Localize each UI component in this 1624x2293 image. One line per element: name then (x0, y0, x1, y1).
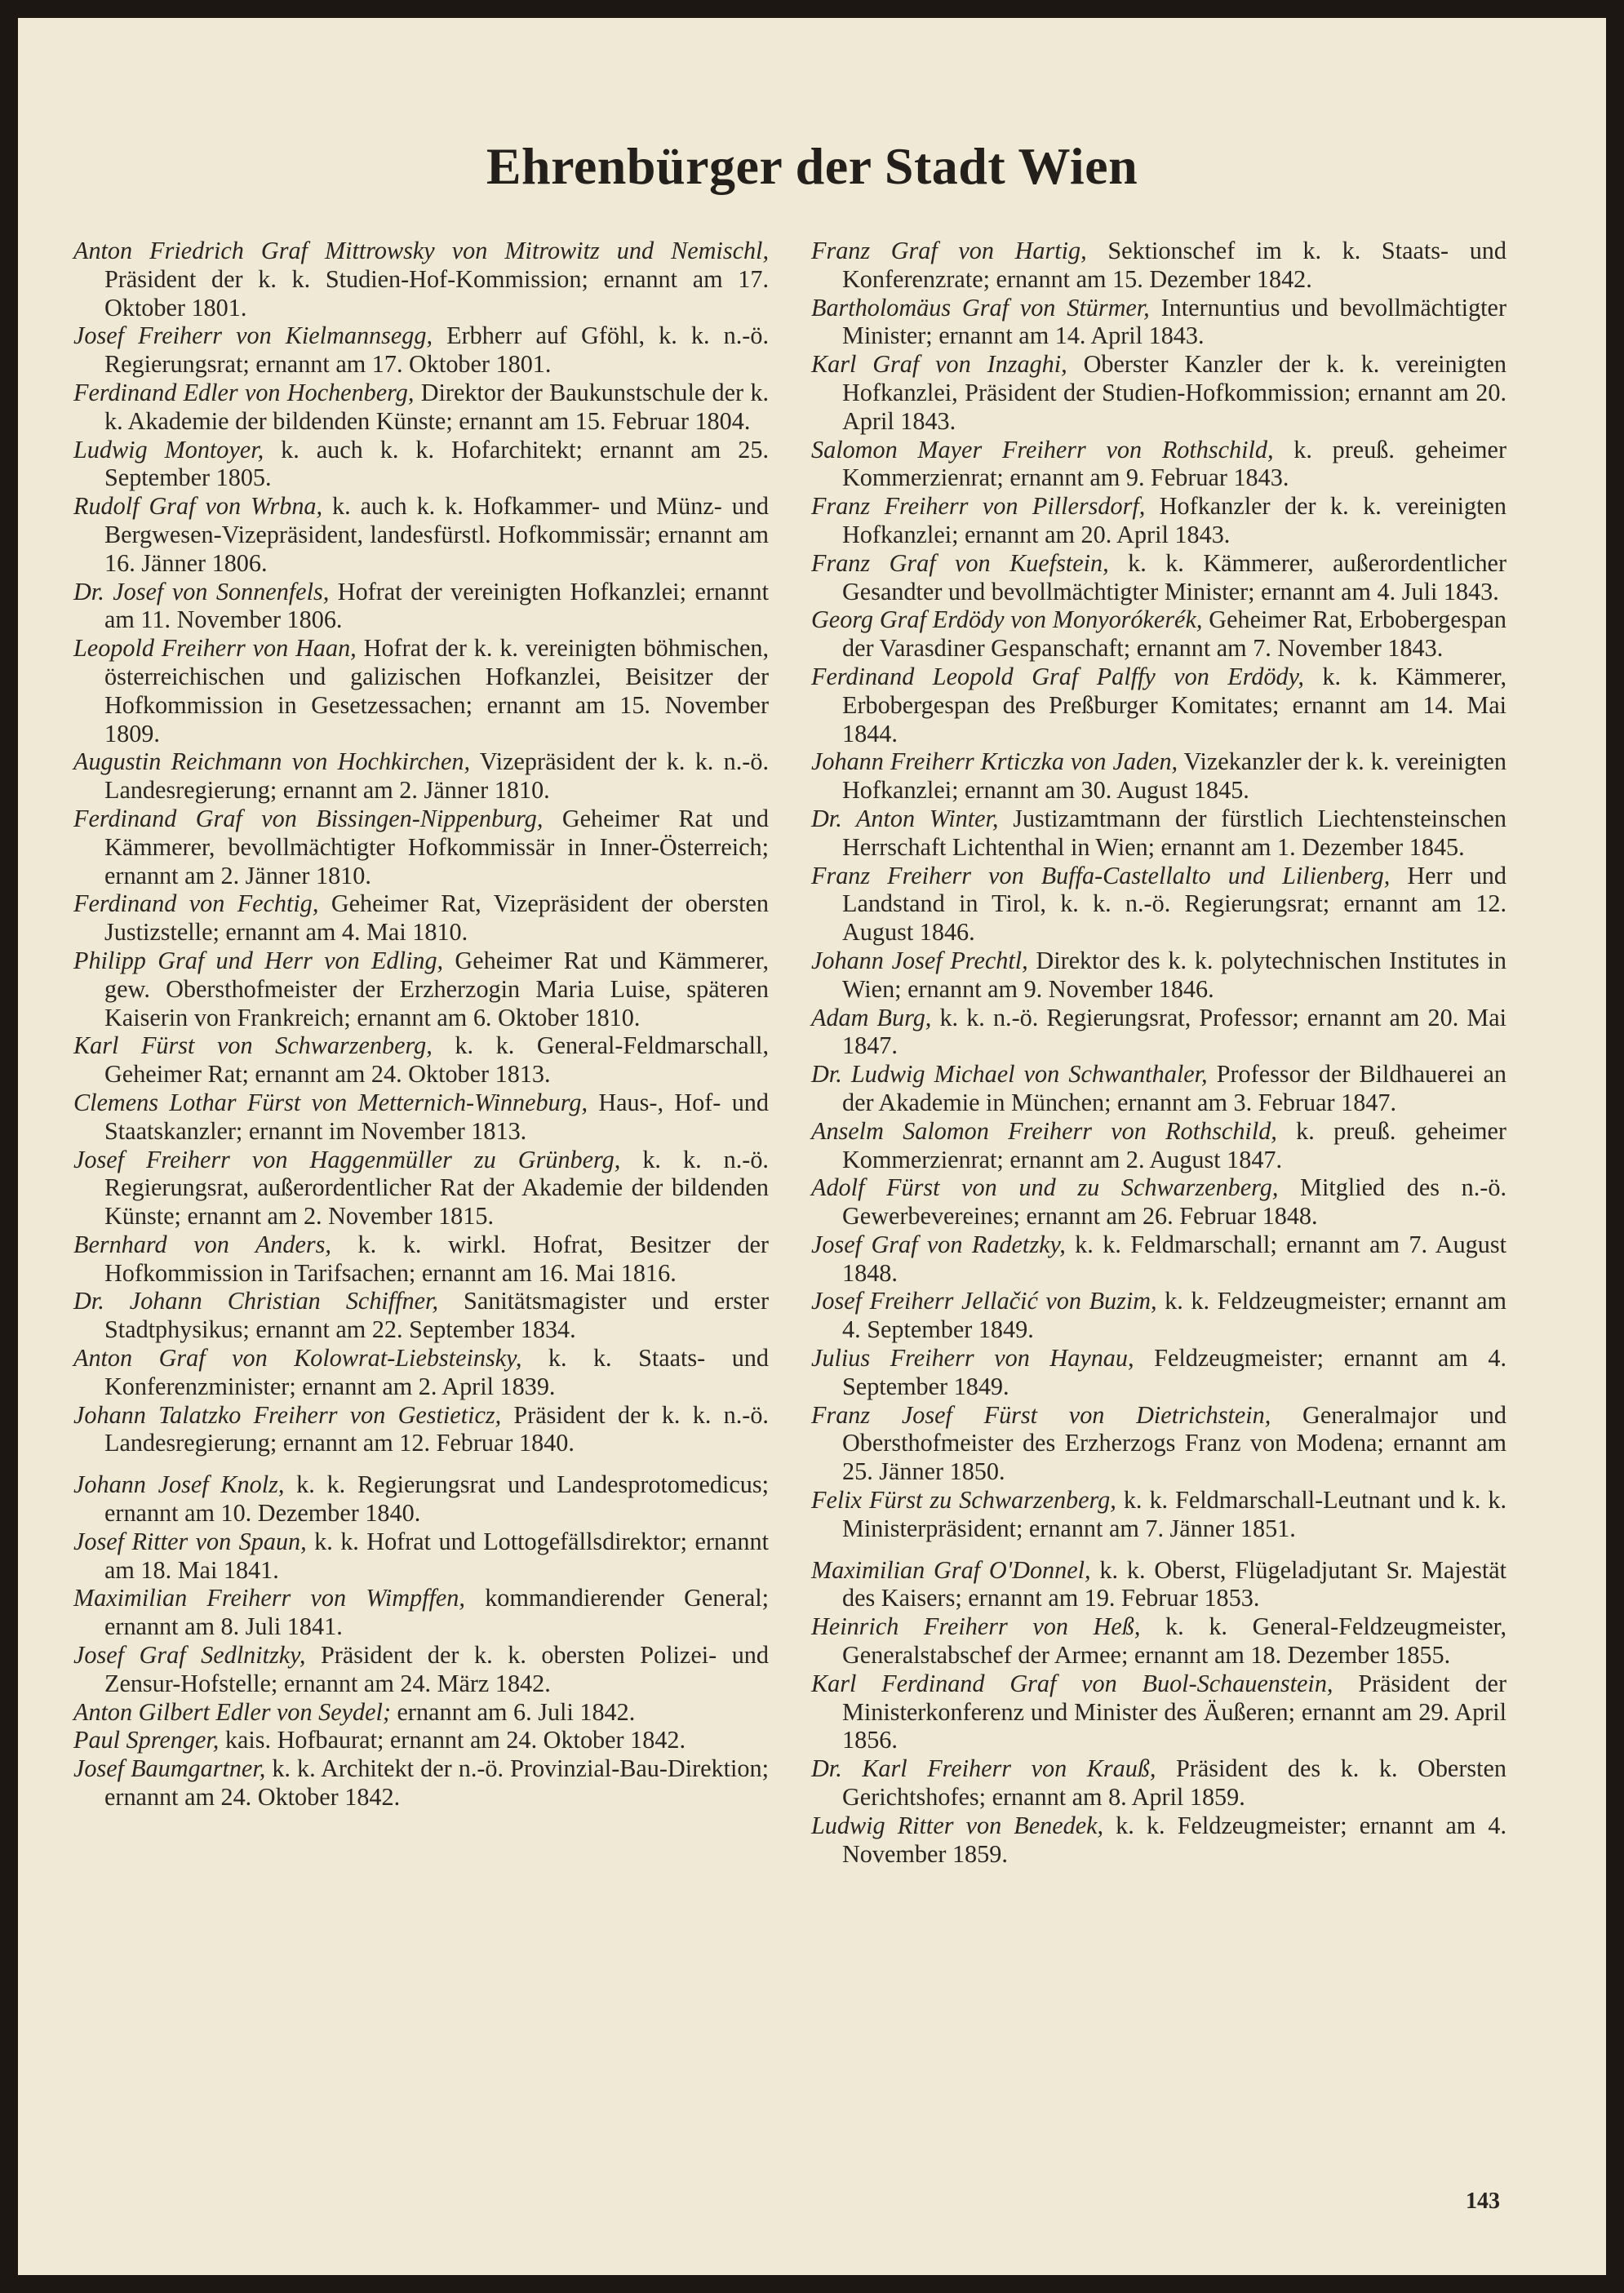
citizen-description: k. k. n.-ö. Regierungsrat, außerordentlicher Rat der Akademie der bildenden Künste; ernannt am 2. November 1815. (104, 1145, 769, 1231)
honorary-citizen-entry (811, 663, 1506, 747)
citizen-name: Karl Fürst von Schwarzenberg, (73, 1031, 433, 1060)
honorary-citizen-entry (73, 1344, 769, 1401)
honorary-citizen-entry (811, 862, 1506, 947)
honorary-citizen-entry (73, 747, 769, 805)
citizen-description: Erbherr auf Gföhl, k. k. n.-ö. Regierungsrat; ernannt am 17. Oktober 1801. (104, 322, 769, 379)
citizen-name: Dr. Johann Christian Schiffner, (73, 1287, 439, 1315)
citizen-name: Paul Sprenger, (73, 1726, 220, 1754)
honorary-citizen-entry (73, 947, 769, 1031)
citizen-name: Dr. Anton Winter, (811, 804, 999, 832)
honorary-citizen-entry (811, 294, 1506, 351)
honorary-citizen-entry (811, 1004, 1506, 1061)
citizen-description: Generalmajor und Obersthofmeister des Erzherzogs Franz von Modena; ernannt am 25. Jänner 1850. (842, 1400, 1506, 1486)
honorary-citizen-entry (73, 1528, 769, 1585)
citizen-name: Ferdinand Leopold Graf Palffy von Erdödy, (811, 662, 1304, 690)
honorary-citizen-entry (811, 492, 1506, 549)
citizen-description: k. k. Feldzeugmeister; ernannt am 4. November 1859. (842, 1811, 1506, 1868)
citizen-description: Herr und Landstand in Tirol, k. k. n.-ö. Regierungsrat; ernannt am 12. August 1846. (842, 861, 1506, 947)
honorary-citizen-entry (811, 1060, 1506, 1117)
citizen-name: Rudolf Graf von Wrbna, (73, 492, 323, 521)
citizen-description: k. k. General-Feldzeugmeister, Generalstabschef der Armee; ernannt am 18. Dezember 1855. (842, 1612, 1506, 1670)
honorary-citizen-entry (811, 1231, 1506, 1288)
honorary-citizen-entry (73, 1401, 769, 1458)
citizen-name: Johann Josef Prechtl, (811, 946, 1028, 974)
citizen-description: k. auch k. k. Hofarchitekt; ernannt am 25. September 1805. (104, 435, 769, 492)
citizen-description: k. auch k. k. Hofkammer- und Münz- und Bergwesen-Vizepräsident, landesfürstl. Hofkommissär; ernannt am 16. Jänner 1806. (104, 492, 770, 577)
citizen-name: Bartholomäus Graf von Stürmer, (811, 293, 1150, 322)
honorary-citizen-entry (811, 1556, 1506, 1613)
citizen-description: kais. Hofbaurat; ernannt am 24. Oktober 1842. (219, 1726, 686, 1754)
honorary-citizen-entry (73, 1287, 769, 1344)
honorary-citizen-entry (811, 436, 1506, 493)
citizen-name: Josef Graf Sedlnitzky, (73, 1641, 306, 1670)
citizen-description: Justizamtmann der fürstlich Liechtensteinschen Herrschaft Lichtenthal in Wien; ernannt am 1. Dezember 1845. (842, 804, 1506, 861)
citizen-name: Josef Freiherr Jellačić von Buzim, (811, 1287, 1157, 1315)
left-column (73, 237, 769, 1812)
citizen-name: Ferdinand von Fechtig, (73, 889, 319, 918)
page-title: Ehrenbürger der Stadt Wien (486, 137, 1138, 195)
citizen-name: Anton Gilbert Edler von Seydel; (73, 1697, 391, 1726)
citizen-name: Josef Freiherr von Kielmannsegg, (73, 322, 433, 350)
citizen-description: Internuntius und bevollmächtigter Minister; ernannt am 14. April 1843. (842, 293, 1506, 350)
citizen-name: Salomon Mayer Freiherr von Rothschild, (811, 435, 1274, 463)
citizen-description: Mitglied des n.-ö. Gewerbevereines; ernannt am 26. Februar 1848. (842, 1173, 1506, 1231)
citizen-description: Präsident der k. k. Studien-Hof-Kommission; ernannt am 17. Oktober 1801. (104, 264, 769, 322)
honorary-citizen-entry (811, 1173, 1506, 1231)
honorary-citizen-entry (811, 805, 1506, 862)
citizen-description: Geheimer Rat und Kämmerer, bevollmächtigter Hofkommissär in Inner-Österreich; ernannt am 2. Jänner 1810. (104, 804, 769, 889)
honorary-citizen-entry (73, 1146, 769, 1231)
honorary-citizen-entry (811, 350, 1506, 435)
citizen-description: Präsident der Ministerkonferenz und Minister des Äußeren; ernannt am 29. April 1856. (842, 1669, 1506, 1754)
honorary-citizen-entry (73, 1641, 769, 1698)
citizen-name: Karl Graf von Inzaghi, (811, 350, 1067, 379)
honorary-citizen-entry (73, 1231, 769, 1288)
citizen-name: Clemens Lothar Fürst von Metternich-Winneburg, (73, 1088, 588, 1116)
citizen-description: Direktor der Baukunstschule der k. k. Akademie der bildenden Künste; ernannt am 15. Februar 1804. (104, 378, 769, 435)
citizen-description: Oberster Kanzler der k. k. vereinigten Hofkanzlei, Präsident der Studien-Hofkommission; ernannt am 20. April 1843. (842, 350, 1506, 435)
citizen-name: Philipp Graf und Herr von Edling, (73, 946, 444, 974)
citizen-description: Geheimer Rat, Erbobergespan der Varasdiner Gespanschaft; ernannt am 7. November 1843. (842, 605, 1506, 663)
right-column (811, 237, 1506, 1868)
honorary-citizen-entry (73, 634, 769, 747)
citizen-description: k. k. Hofrat und Lottogefällsdirektor; ernannt am 18. Mai 1841. (104, 1527, 769, 1584)
honorary-citizen-entry (73, 436, 769, 493)
honorary-citizen-entry (73, 889, 769, 947)
citizen-description: Präsident der k. k. n.-ö. Landesregierung; ernannt am 12. Februar 1840. (104, 1400, 769, 1457)
honorary-citizen-entry (73, 492, 769, 577)
citizen-name: Franz Graf von Hartig, (811, 237, 1087, 264)
citizen-description: k. preuß. geheimer Kommerzienrat; ernannt am 9. Februar 1843. (842, 435, 1506, 492)
citizen-name: Josef Freiherr von Haggenmüller zu Grünberg, (73, 1145, 621, 1173)
citizen-description: Präsident der k. k. obersten Polizei- und Zensur-Hofstelle; ernannt am 24. März 1842. (104, 1641, 769, 1697)
citizen-name: Ludwig Ritter von Benedek, (811, 1811, 1104, 1839)
citizen-name: Adam Burg, (811, 1003, 932, 1031)
citizen-description: k. k. Architekt der n.-ö. Provinzial-Bau-Direktion; ernannt am 24. Oktober 1842. (104, 1754, 770, 1812)
citizen-description: k. k. n.-ö. Regierungsrat, Professor; ernannt am 20. Mai 1847. (842, 1003, 1506, 1060)
citizen-description: Präsident des k. k. Obersten Gerichtshofes; ernannt am 8. April 1859. (842, 1754, 1507, 1812)
honorary-citizen-entry (811, 947, 1506, 1004)
citizen-name: Johann Talatzko Freiherr von Gestieticz, (73, 1400, 502, 1429)
honorary-citizen-entry (73, 1754, 769, 1812)
honorary-citizen-entry (811, 1287, 1506, 1344)
honorary-citizen-entry (73, 379, 769, 436)
citizen-name: Johann Freiherr Krticzka von Jaden, (811, 747, 1178, 776)
citizen-name: Anton Friedrich Graf Mittrowsky von Mitrowitz und Nemischl, (73, 237, 769, 264)
citizen-description: Direktor des k. k. polytechnischen Institutes in Wien; ernannt am 9. November 1846. (842, 946, 1506, 1003)
citizen-name: Karl Ferdinand Graf von Buol-Schauenstein, (811, 1669, 1333, 1697)
honorary-citizen-entry (73, 1031, 769, 1089)
citizen-description: Hofrat der k. k. vereinigten böhmischen, österreichischen und galizischen Hofkanzlei, Beisitzer der Hofkommission in Gesetzessachen; ernannt am 15. November 1809. (104, 634, 769, 747)
honorary-citizen-entry (73, 1584, 769, 1641)
citizen-name: Ludwig Montoyer, (73, 435, 264, 463)
citizen-description: k. k. General-Feldmarschall, Geheimer Rat; ernannt am 24. Oktober 1813. (104, 1031, 769, 1089)
honorary-citizen-entry (811, 605, 1506, 663)
honorary-citizen-entry (811, 1344, 1506, 1401)
citizen-name: Anton Graf von Kolowrat-Liebsteinsky, (73, 1344, 522, 1373)
citizen-description: k. k. Oberst, Flügeladjutant Sr. Majestät des Kaisers; ernannt am 19. Februar 1853. (842, 1555, 1506, 1612)
citizen-description: k. k. Staats- und Konferenzminister; ernannt am 2. April 1839. (104, 1344, 769, 1400)
citizen-description: k. k. Feldmarschall-Leutnant und k. k. Ministerpräsident; ernannt am 7. Jänner 1851. (842, 1486, 1506, 1542)
document-page (18, 18, 1606, 2275)
citizen-description: k. k. Feldzeugmeister; ernannt am 4. September 1849. (842, 1287, 1506, 1344)
citizen-description: Geheimer Rat, Vizepräsident der obersten Justizstelle; ernannt am 4. Mai 1810. (104, 889, 769, 947)
citizen-name: Felix Fürst zu Schwarzenberg, (811, 1486, 1116, 1515)
honorary-citizen-entry (811, 1670, 1506, 1754)
citizen-name: Julius Freiherr von Haynau, (811, 1344, 1134, 1373)
citizen-description: k. k. Kämmerer, außerordentlicher Gesandter und bevollmächtigter Minister; ernannt am 4. Juli 1843. (842, 548, 1506, 605)
citizen-description: Haus-, Hof- und Staatskanzler; ernannt im November 1813. (104, 1088, 769, 1145)
citizen-name: Georg Graf Erdödy von Monyorókerék, (811, 605, 1203, 634)
honorary-citizen-entry (811, 747, 1506, 805)
citizen-name: Maximilian Freiherr von Wimpffen, (73, 1584, 465, 1612)
citizen-name: Dr. Karl Freiherr von Krauß, (811, 1754, 1156, 1783)
honorary-citizen-entry (73, 578, 769, 635)
citizen-name: Ferdinand Graf von Bissingen-Nippenburg, (73, 804, 544, 832)
page-number: 143 (1466, 2189, 1500, 2214)
citizen-description: kommandierender General; ernannt am 8. Juli 1841. (104, 1584, 769, 1641)
citizen-name: Augustin Reichmann von Hochkirchen, (73, 747, 470, 776)
citizen-description: k. k. Regierungsrat und Landesprotomedicus; ernannt am 10. Dezember 1840. (104, 1470, 769, 1528)
citizen-name: Josef Ritter von Spaun, (73, 1527, 307, 1555)
citizen-name: Adolf Fürst von und zu Schwarzenberg, (811, 1173, 1279, 1202)
honorary-citizen-entry (73, 237, 769, 322)
citizen-name: Josef Graf von Radetzky, (811, 1230, 1066, 1258)
honorary-citizen-entry (811, 1401, 1506, 1486)
citizen-description: ernannt am 6. Juli 1842. (390, 1697, 636, 1726)
citizen-name: Ferdinand Edler von Hochenberg, (73, 378, 415, 406)
citizen-name: Bernhard von Anders, (73, 1230, 331, 1258)
honorary-citizen-entry (811, 1486, 1506, 1543)
citizen-name: Franz Freiherr von Buffa-Castellalto und Lilienberg, (811, 861, 1391, 889)
citizen-name: Anselm Salomon Freiherr von Rothschild, (811, 1116, 1277, 1145)
citizen-description: Geheimer Rat und Kämmerer, gew. Obersthofmeister der Erzherzogin Maria Luise, späteren Kaiserin von Frankreich; ernannt am 6. Oktober 1810. (104, 946, 769, 1031)
citizen-description: Feldzeugmeister; ernannt am 4. September 1849. (842, 1344, 1506, 1400)
honorary-citizen-entry (73, 322, 769, 379)
citizen-description: k. k. wirkl. Hofrat, Besitzer der Hofkommission in Tarifsachen; ernannt am 16. Mai 1816. (104, 1230, 769, 1287)
citizen-name: Josef Baumgartner, (73, 1754, 266, 1783)
honorary-citizen-entry (811, 1117, 1506, 1174)
citizen-name: Franz Josef Fürst von Dietrichstein, (811, 1400, 1271, 1429)
citizen-description: Professor der Bildhauerei an der Akademie in München; ernannt am 3. Februar 1847. (842, 1060, 1506, 1116)
citizen-description: k. k. Kämmerer, Erbobergespan des Preßburger Komitates; ernannt am 14. Mai 1844. (842, 662, 1506, 747)
citizen-description: k. k. Feldmarschall; ernannt am 7. August 1848. (842, 1230, 1506, 1287)
citizen-description: Hofrat der vereinigten Hofkanzlei; ernannt am 11. November 1806. (104, 577, 769, 634)
honorary-citizen-entry (73, 1698, 769, 1727)
citizen-name: Johann Josef Knolz, (73, 1470, 285, 1499)
honorary-citizen-entry (811, 237, 1506, 294)
citizen-name: Dr. Ludwig Michael von Schwanthaler, (811, 1060, 1208, 1089)
honorary-citizen-entry (811, 549, 1506, 606)
citizen-name: Dr. Josef von Sonnenfels, (73, 577, 330, 605)
citizen-description: Sektionschef im k. k. Staats- und Konferenzrate; ernannt am 15. Dezember 1842. (842, 237, 1506, 293)
honorary-citizen-entry (73, 1470, 769, 1528)
citizen-name: Maximilian Graf O'Donnel, (811, 1555, 1091, 1584)
citizen-description: Vizepräsident der k. k. n.-ö. Landesregierung; ernannt am 2. Jänner 1810. (104, 747, 769, 805)
citizen-name: Heinrich Freiherr von Heß, (811, 1612, 1141, 1641)
honorary-citizen-entry (73, 805, 769, 889)
honorary-citizen-entry (811, 1754, 1506, 1812)
honorary-citizen-entry (73, 1726, 769, 1754)
honorary-citizen-entry (811, 1812, 1506, 1869)
citizen-description: Sanitätsmagister und erster Stadtphysikus; ernannt am 22. September 1834. (104, 1287, 770, 1344)
citizen-name: Leopold Freiherr von Haan, (73, 634, 357, 663)
honorary-citizen-entry (73, 1089, 769, 1146)
citizen-description: Hofkanzler der k. k. vereinigten Hofkanzlei; ernannt am 20. April 1843. (842, 492, 1506, 548)
citizen-description: k. preuß. geheimer Kommerzienrat; ernannt am 2. August 1847. (842, 1116, 1506, 1173)
citizen-name: Franz Graf von Kuefstein, (811, 548, 1109, 577)
citizen-description: Vizekanzler der k. k. vereinigten Hofkanzlei; ernannt am 30. August 1845. (842, 747, 1506, 805)
honorary-citizen-entry (811, 1612, 1506, 1670)
citizen-name: Franz Freiherr von Pillersdorf, (811, 492, 1146, 521)
